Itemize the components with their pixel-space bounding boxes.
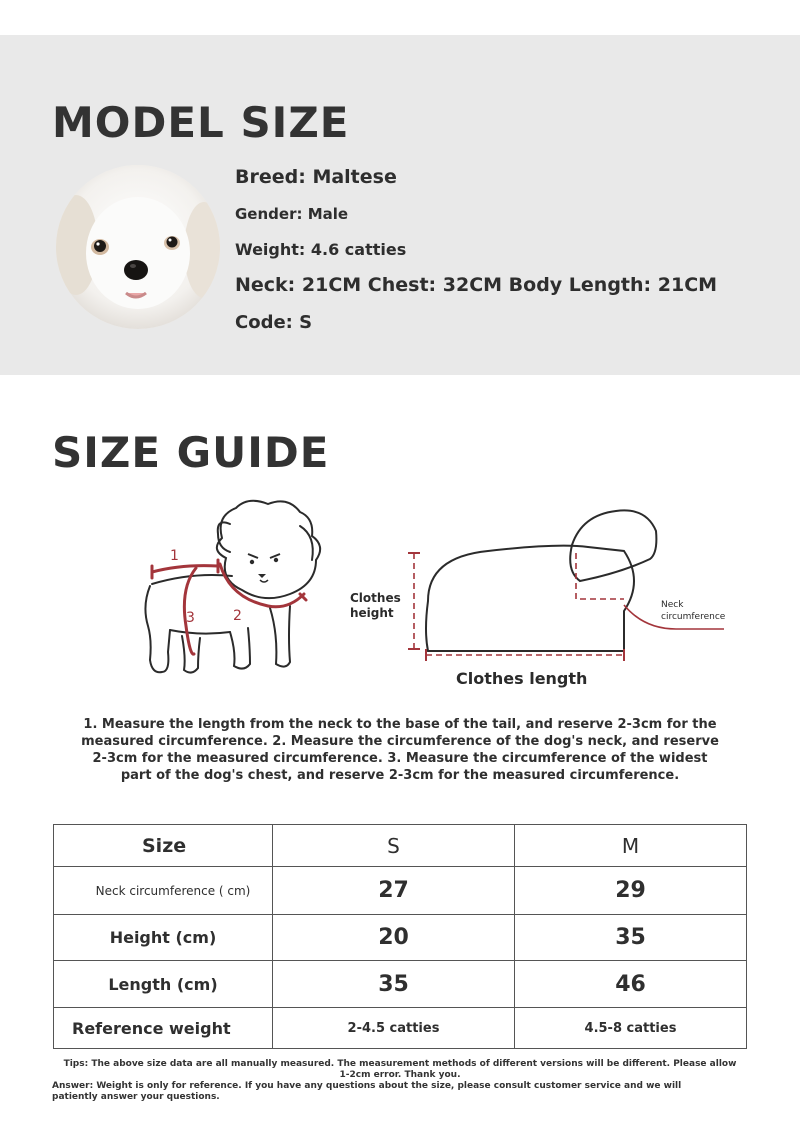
row-label-weight: Reference weight <box>54 1008 273 1049</box>
cell-weight-m: 4.5-8 catties <box>515 1008 747 1049</box>
header-size: Size <box>54 825 273 867</box>
row-label-height: Height (cm) <box>54 915 273 961</box>
cell-height-s: 20 <box>273 915 515 961</box>
table-row <box>54 915 747 961</box>
label-neck-2: circumference <box>661 612 726 622</box>
row-label-neck: Neck circumference ( cm) <box>54 867 273 915</box>
table-header-row <box>54 825 747 867</box>
table-row <box>54 961 747 1008</box>
cell-neck-s: 27 <box>273 867 515 915</box>
cell-height-m: 35 <box>515 915 747 961</box>
cell-weight-s: 2-4.5 catties <box>273 1008 515 1049</box>
tips-text: Tips: The above size data are all manually measured. The measurement methods of different versions will be different. Please allow 1-2cm error. Thank you. <box>63 1059 737 1080</box>
label-neck-1: Neck <box>661 600 684 610</box>
notes <box>52 1059 748 1103</box>
dog-measurement-diagram <box>130 498 330 688</box>
label-clothes-length: Clothes length <box>456 669 588 688</box>
table-row <box>54 1008 747 1049</box>
model-gender: Gender: Male <box>235 205 349 223</box>
label-clothes-height-1: Clothes <box>350 591 401 605</box>
measurement-instructions: 1. Measure the length from the neck to the base of the tail, and reserve 2-3cm for the measured circumference. 2. Measure the circumference of the dog's neck, and reserve 2-3cm for the measured circumference. 3. Measure the circumference of the widest part of the dog's chest, and reserve 2-3cm for the measured circumference. <box>81 717 719 783</box>
answer-text: Answer: Weight is only for reference. If you have any questions about the size, please consult customer service and we will patiently answer your questions. <box>52 1081 682 1102</box>
clothes-measurement-diagram <box>340 505 760 695</box>
model-code: Code: S <box>235 312 313 333</box>
cell-length-s: 35 <box>273 961 515 1008</box>
row-label-length: Length (cm) <box>54 961 273 1008</box>
model-breed: Breed: Maltese <box>235 166 397 188</box>
header-m: M <box>515 825 747 867</box>
model-size-title: MODEL SIZE <box>52 98 350 147</box>
model-measurements: Neck: 21CM Chest: 32CM Body Length: 21CM <box>235 274 718 296</box>
model-weight: Weight: 4.6 catties <box>235 240 407 259</box>
marker-1: 1 <box>170 548 179 564</box>
cell-length-m: 46 <box>515 961 747 1008</box>
label-clothes-height-2: height <box>350 606 394 620</box>
maltese-dog-photo <box>56 165 220 329</box>
table-row <box>54 867 747 915</box>
size-table <box>53 824 747 1049</box>
header-s: S <box>273 825 515 867</box>
marker-2: 2 <box>233 608 242 624</box>
cell-neck-m: 29 <box>515 867 747 915</box>
marker-3: 3 <box>186 610 195 626</box>
size-guide-title: SIZE GUIDE <box>52 428 330 477</box>
